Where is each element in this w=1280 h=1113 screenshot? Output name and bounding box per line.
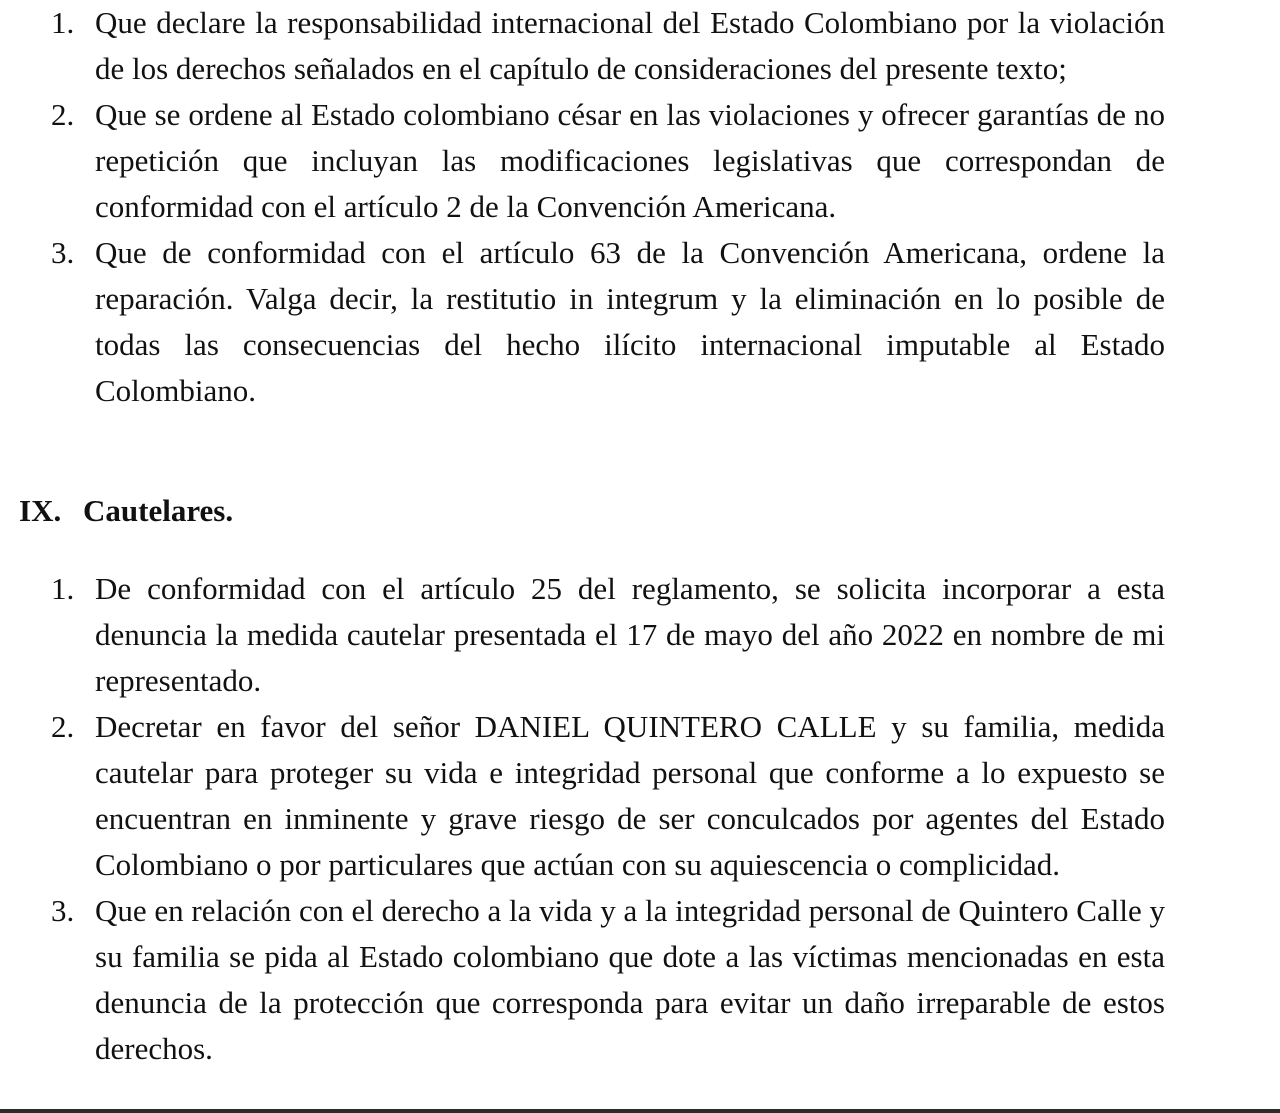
list-item-text: Que de conformidad con el artículo 63 de la Convención Americana, ordene la reparación. Valga decir, la restitutio in integrum y la eliminación en lo posible de todas las consecuencias del hecho ilícito internacional imputable al Estado Colombiano.: [95, 235, 1165, 408]
list-item: [0, 92, 1165, 230]
list-item: [0, 566, 1165, 704]
petitions-list: [0, 0, 1280, 414]
list-item-number: 3.: [51, 893, 75, 928]
list-item-text: De conformidad con el artículo 25 del reglamento, se solicita incorporar a esta denuncia la medida cautelar presentada el 17 de mayo del año 2022 en nombre de mi representado.: [95, 571, 1165, 698]
list-item-number: 1.: [51, 5, 75, 40]
list-item: [0, 230, 1165, 414]
list-item: [0, 0, 1165, 92]
precautionary-measures-list: [0, 566, 1280, 1072]
section-number: IX.: [19, 493, 62, 528]
list-item: [0, 888, 1165, 1072]
section-heading: [19, 488, 233, 534]
section-title: Cautelares.: [83, 493, 234, 528]
list-item-text: Que declare la responsabilidad internacional del Estado Colombiano por la violación de los derechos señalados en el capítulo de consideraciones del presente texto;: [95, 5, 1165, 86]
list-item: [0, 704, 1165, 888]
list-item-text: Que en relación con el derecho a la vida y a la integridad personal de Quintero Calle y su familia se pida al Estado colombiano que dote a las víctimas mencionadas en esta denuncia de la protección que corresponda para evitar un daño irreparable de estos derechos.: [95, 893, 1165, 1066]
list-item-number: 1.: [51, 571, 75, 606]
list-item-text: Decretar en favor del señor DANIEL QUINTERO CALLE y su familia, medida cautelar para proteger su vida e integridad personal que conforme a lo expuesto se encuentran en inminente y grave riesgo de ser conculcados por agentes del Estado Colombiano o por particulares que actúan con su aquiescencia o complicidad.: [95, 709, 1165, 882]
list-item-number: 3.: [51, 235, 75, 270]
list-item-number: 2.: [51, 97, 75, 132]
list-item-number: 2.: [51, 709, 75, 744]
page-bottom-border: [0, 1109, 1280, 1113]
list-item-text: Que se ordene al Estado colombiano césar en las violaciones y ofrecer garantías de no repetición que incluyan las modificaciones legislativas que correspondan de conformidad con el artículo 2 de la Convención Americana.: [95, 97, 1165, 224]
